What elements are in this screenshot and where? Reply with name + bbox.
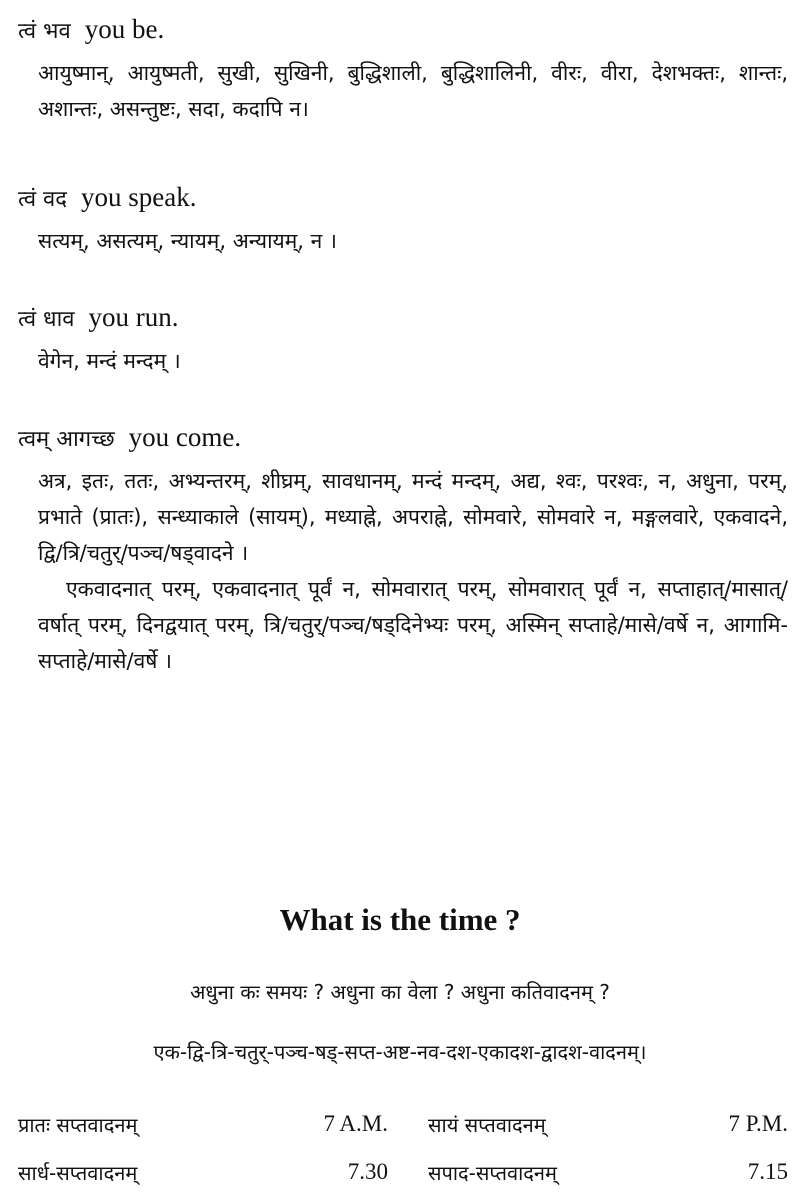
time-english: 7 A.M. <box>323 1111 388 1136</box>
section-you-come <box>18 420 788 679</box>
word-list <box>18 55 788 127</box>
table-row <box>18 1100 788 1148</box>
sanskrit-command: त्वं वद <box>18 187 67 212</box>
word-list-paragraph: अत्र, इतः, ततः, अभ्यन्तरम्, शीघ्रम्, सावधानम्, मन्दं मन्दम्, अद्य, श्वः, परश्वः, न, अधुना, परम्, प्रभाते (प्रातः), सन्ध्याकाले (सायम्), मध्याह्ने, अपराह्ने, सोमवारे, सोमवारे न, मङ्गलवारे, एकवादने, द्वि/त्रि/चतुर्/पञ्च/षड्वादने । <box>38 469 788 565</box>
time-english: 7.30 <box>347 1159 388 1184</box>
clock-numbers-line: एक-द्वि-त्रि-चतुर्-पञ्च-षड्-सप्त-अष्ट-नव-दश-एकादश-द्वादश-वादनम्। <box>153 1040 647 1064</box>
english-gloss: you speak. <box>80 182 197 212</box>
section-you-speak <box>18 180 788 259</box>
section-heading <box>18 420 788 457</box>
time-sanskrit: प्रातः सप्तवादनम् <box>18 1112 138 1137</box>
section-you-be <box>18 12 788 127</box>
time-sanskrit: सार्ध-सप्तवादनम् <box>18 1160 138 1185</box>
english-gloss: you be. <box>84 14 165 44</box>
table-row <box>18 1148 788 1196</box>
time-question-line: अधुना कः समयः ? अधुना का वेला ? अधुना कतिवादनम् ? <box>190 980 610 1004</box>
sanskrit-command: त्वम् आगच्छ <box>18 427 115 452</box>
section-you-run <box>18 300 788 379</box>
word-list <box>18 223 788 259</box>
word-list <box>18 343 788 379</box>
word-list-paragraph: एकवादनात् परम्, एकवादनात् पूर्वं न, सोमवारात् परम्, सोमवारात् पूर्वं न, सप्ताहात्/मासात्/वर्षात् परम्, दिनद्वयात् परम्, त्रि/चतुर्/पञ्च/षड्दिनेभ्यः परम्, अस्मिन् सप्ताहे/मासे/वर्षे न, आगामि-सप्ताहे/मासे/वर्षे । <box>38 577 788 673</box>
section-heading <box>18 300 788 337</box>
time-english: 7 P.M. <box>728 1111 788 1136</box>
word-list-paragraph: वेगेन, मन्दं मन्दम् । <box>38 349 181 373</box>
section-heading <box>18 12 788 49</box>
time-sanskrit: सायं सप्तवादनम् <box>428 1112 546 1137</box>
time-sanskrit: सपाद-सप्तवादनम् <box>428 1160 557 1185</box>
english-gloss: you run. <box>88 302 179 332</box>
time-english: 7.15 <box>747 1159 788 1184</box>
time-section-title: What is the time ? <box>279 902 521 937</box>
section-heading <box>18 180 788 217</box>
word-list <box>18 463 788 679</box>
sanskrit-command: त्वं भव <box>18 19 71 44</box>
english-gloss: you come. <box>128 422 242 452</box>
word-list-paragraph: आयुष्मान्, आयुष्मती, सुखी, सुखिनी, बुद्धिशाली, बुद्धिशालिनी, वीरः, वीरा, देशभक्तः, शान्तः, अशान्तः, असन्तुष्टः, सदा, कदापि न। <box>38 61 788 121</box>
sanskrit-command: त्वं धाव <box>18 307 75 332</box>
time-examples-table <box>18 1100 788 1196</box>
word-list-paragraph: सत्यम्, असत्यम्, न्यायम्, अन्यायम्, न । <box>38 229 337 253</box>
